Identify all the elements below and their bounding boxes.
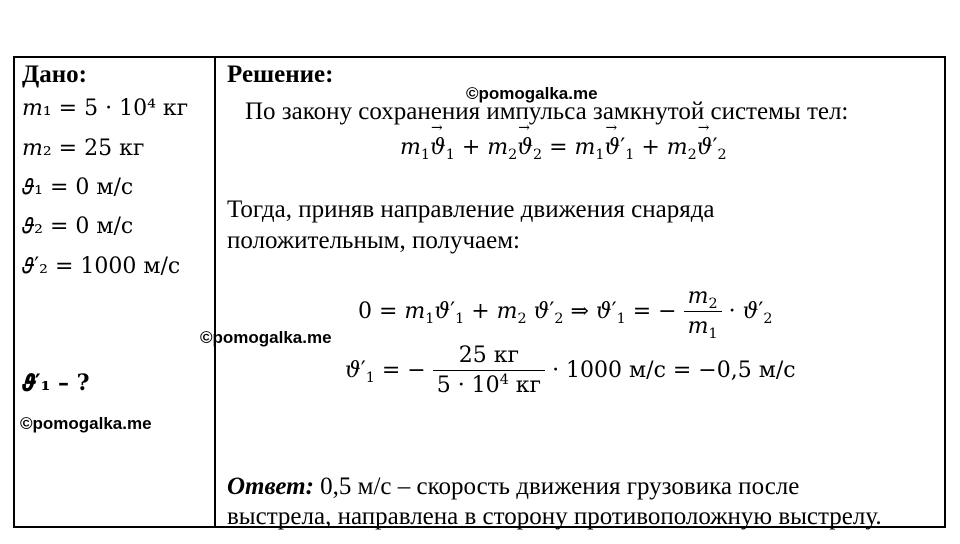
solution-intro: По закону сохранения импульса замкнутой системы тел:	[245, 98, 849, 125]
watermark-middle: ©pomogalka.me	[200, 328, 332, 347]
answer-line-1	[227, 473, 799, 501]
solution-line-2: положительным, получаем:	[227, 227, 521, 254]
derivation-equation: $0 = m_1ϑ'_1 + m_2$ $ϑ'_2$ ⇒ $ϑ'_1$ = − $\frac{m_2}{m_1}$ · $ϑ'_2$	[358, 284, 773, 343]
mass-ratio-fraction: $\frac{m_2}{m_1}$	[684, 284, 722, 340]
momentum-equation: $m_1\to ϑ_1 + m_2\to ϑ_2 = m_1\to ϑ'_1 + m_2\to ϑ'_2$	[400, 135, 727, 160]
given-v1: 𝜗₁ = 0 м/с	[22, 175, 134, 200]
solution-title: Решение:	[227, 61, 334, 88]
answer-text-1: 0,5 м/с – скорость движения грузовика после	[320, 473, 800, 500]
watermark-bottom: ©pomogalka.me	[20, 414, 152, 433]
given-m1: 𝑚₁ = 5 · 10⁴ кг	[22, 96, 189, 121]
find-quantity: 𝝑′₁ – ?	[22, 370, 90, 396]
given-v2: 𝜗₂ = 0 м/с	[22, 214, 134, 239]
watermark-top: ©pomogalka.me	[466, 84, 598, 103]
given-m2: 𝑚₂ = 25 кг	[22, 136, 145, 161]
given-v2-prime: 𝜗′₂ = 1000 м/с	[22, 254, 181, 279]
answer-label: Ответ:	[227, 473, 314, 500]
given-title: Дано:	[22, 61, 87, 88]
answer-line-2: выстрела, направлена в сторону противоположную выстрелу.	[227, 503, 882, 530]
numeric-fraction: $\frac{25 кг}{5 \cdot 10^4 кг}$	[433, 343, 545, 399]
column-divider	[214, 56, 216, 528]
solution-line-1: Тогда, приняв направление движения снаряда	[227, 196, 715, 223]
calculation-equation: $ϑ'_1$ = − $\frac{25 кг}{5 \cdot 10^4 кг}$ · 1000 м/с = −0,5 м/с	[345, 343, 796, 399]
